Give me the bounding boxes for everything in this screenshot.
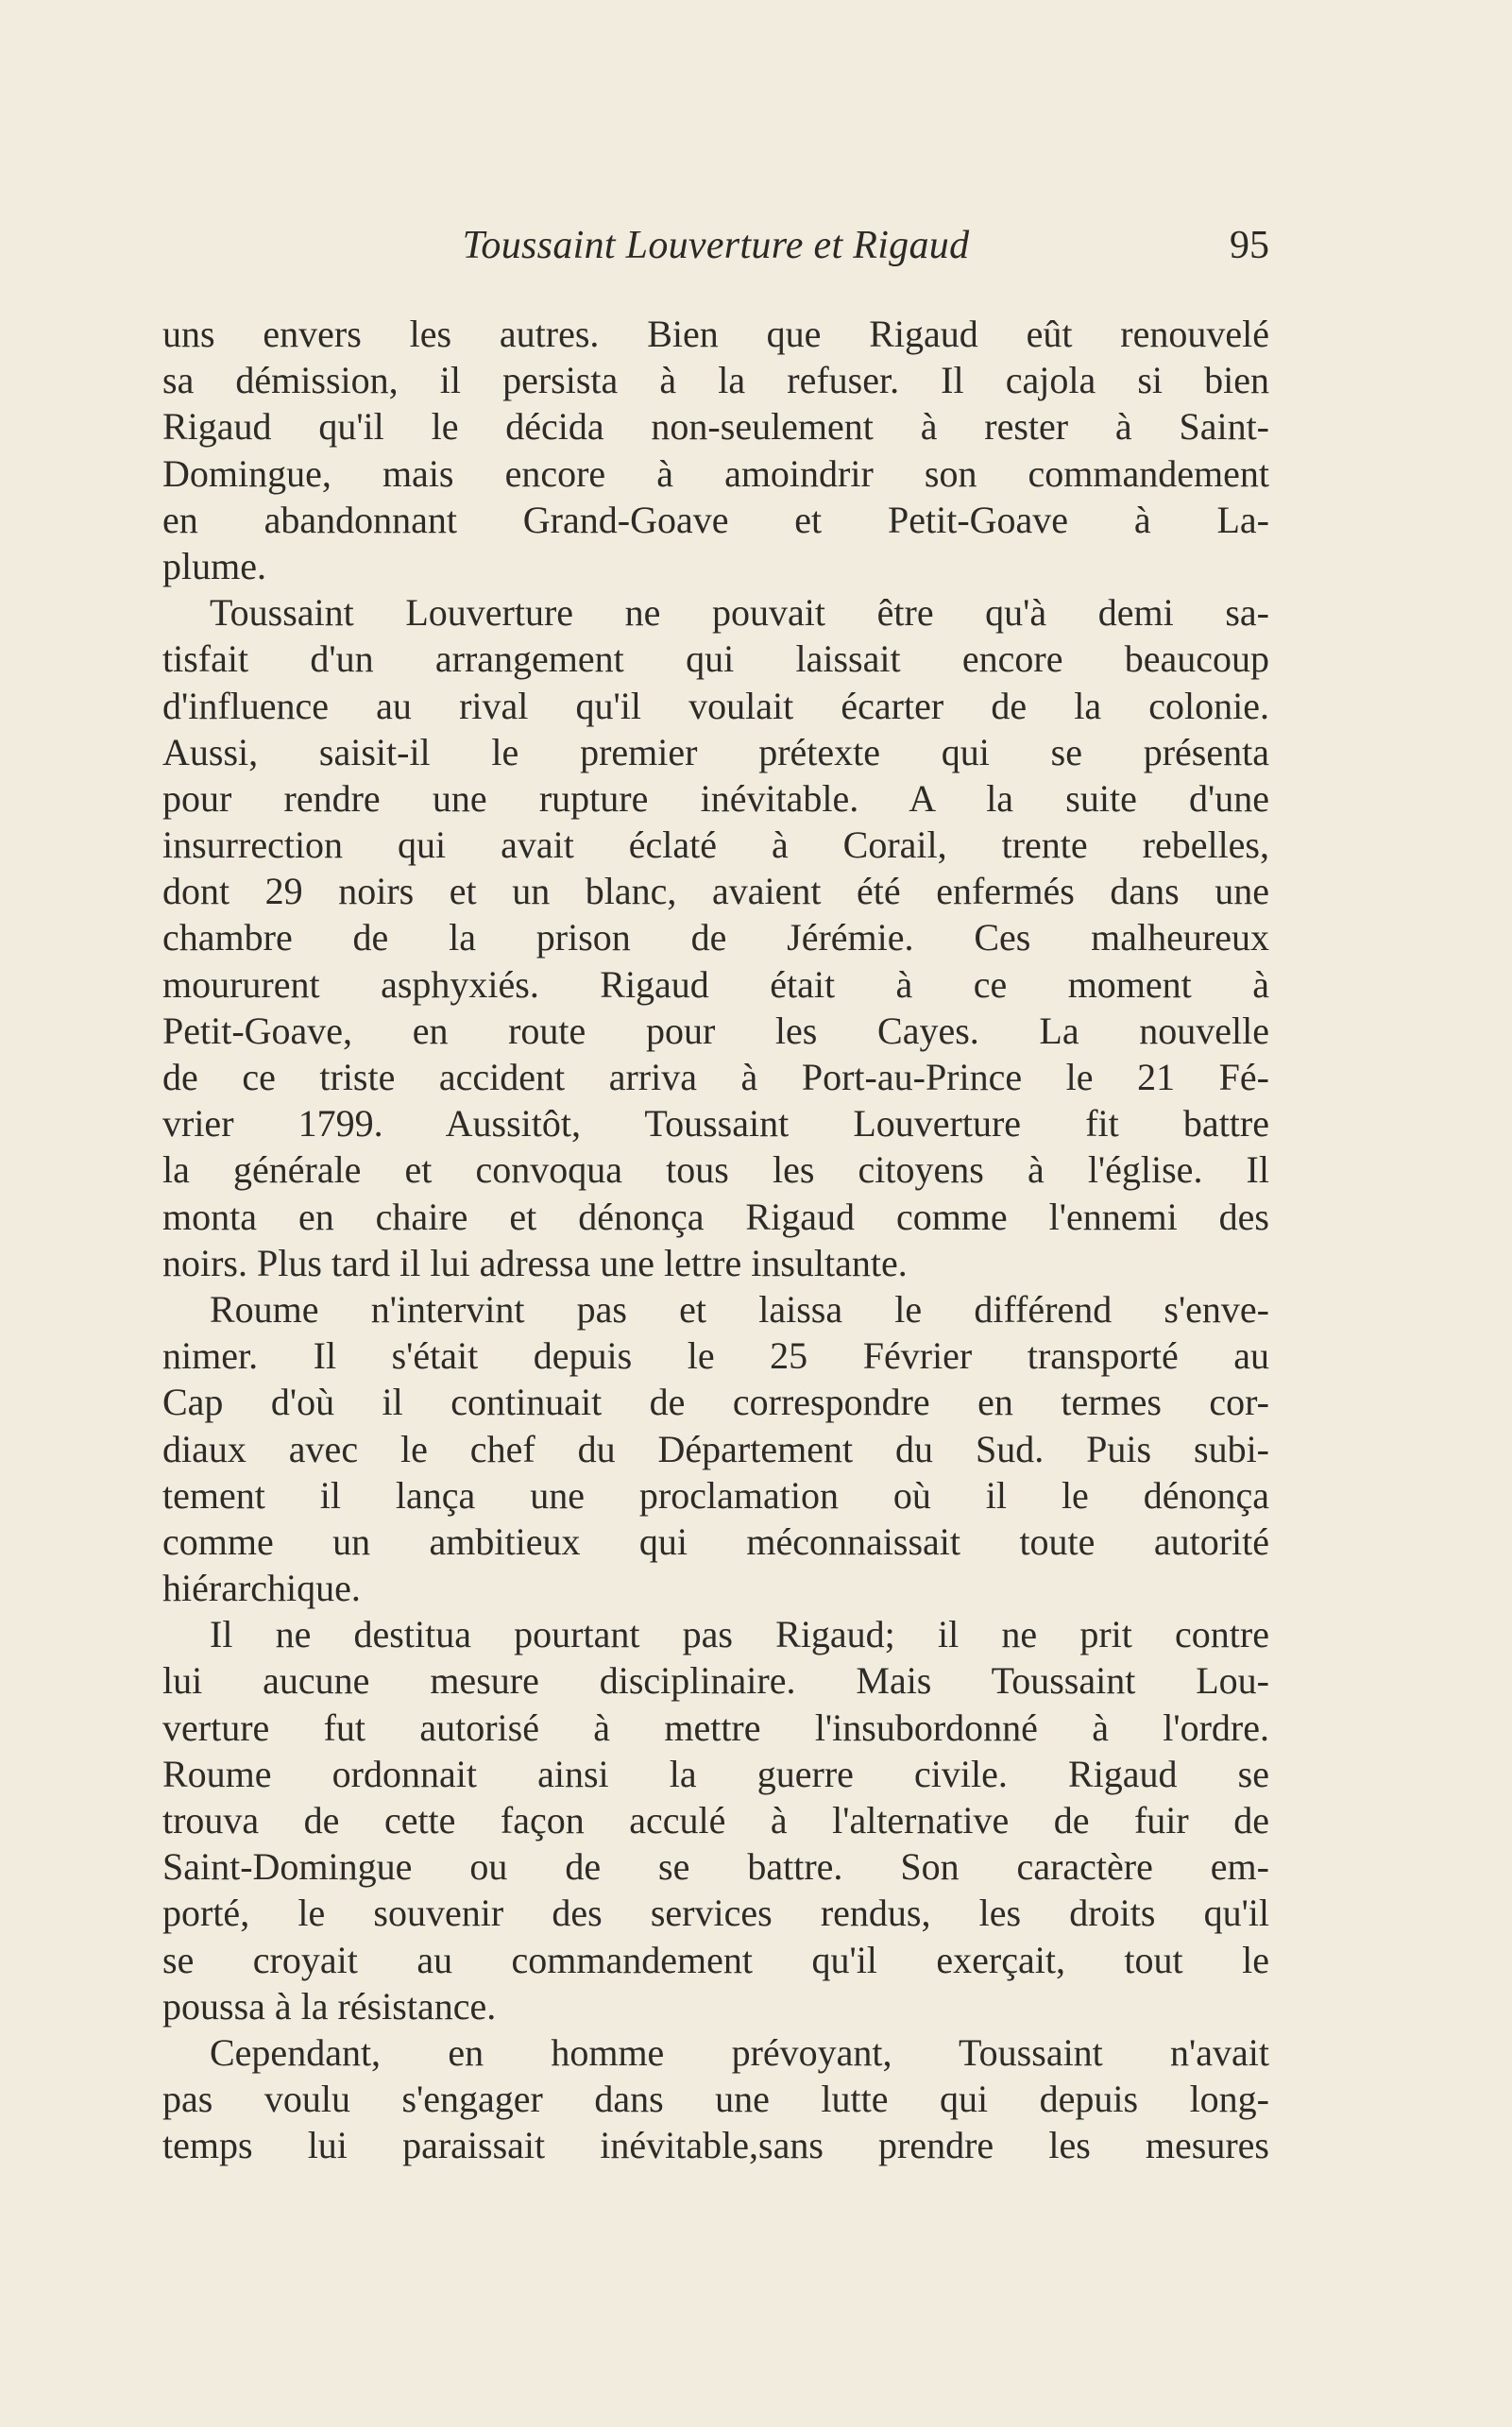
text-line: Saint-Domingue ou de se battre. Son caractère em- [162,1845,1269,1889]
text-line: se croyait au commandement qu'il exerçait, tout le [162,1938,1269,1981]
text-line: lui aucune mesure disciplinaire. Mais Toussaint Lou- [162,1659,1269,1703]
text-line: dont 29 noirs et un blanc, avaient été enfermés dans une [162,870,1269,913]
text-line: trouva de cette façon acculé à l'alternative de fuir de [162,1799,1269,1841]
text-line: vrier 1799. Aussitôt, Toussaint Louverture fit battre [162,1102,1269,1146]
text-line: uns envers les autres. Bien que Rigaud eût renouvelé [162,313,1269,355]
paragraph [162,311,1269,589]
text-line: porté, le souvenir des services rendus, les droits qu'il [162,1892,1269,1935]
running-title: Toussaint Louverture et Rigaud [462,224,970,267]
text-line: d'influence au rival qu'il voulait écarter de la colonie. [162,684,1269,727]
text-line: sa démission, il persista à la refuser. Il cajola si bien [162,359,1269,402]
text-line: Toussaint Louverture ne pouvait être qu'à demi sa- [210,591,1269,635]
text-line: poussa à la résistance. [162,1984,497,2028]
text-line: de ce triste accident arriva à Port-au-Prince le 21 Fé- [162,1056,1269,1098]
text-line: Cependant, en homme prévoyant, Toussaint n'avait [210,2030,1269,2074]
text-line: temps lui paraissait inévitable,sans prendre les mesures [162,2124,1269,2167]
body-text [162,311,1269,2169]
text-line: en abandonnant Grand-Goave et Petit-Goave à La- [162,498,1269,541]
text-line: nimer. Il s'était depuis le 25 Février transporté au [162,1334,1269,1378]
text-line: Roume n'intervint pas et laissa le différend s'enve- [210,1287,1269,1331]
text-line: moururent asphyxiés. Rigaud était à ce moment à [162,962,1269,1006]
text-line: Cap d'où il continuait de correspondre en termes cor- [162,1381,1269,1424]
text-line: tisfait d'un arrangement qui laissait encore beaucoup [162,637,1269,681]
running-head [162,223,1269,280]
paragraph [162,1286,1269,1611]
text-line: Aussi, saisit-il le premier prétexte qui se présenta [162,730,1269,773]
page-number: 95 [1230,224,1269,267]
text-line: comme un ambitieux qui méconnaissait toute autorité [162,1519,1269,1563]
text-line: noirs. Plus tard il lui adressa une lettre insultante. [162,1241,908,1284]
paragraph [162,2029,1269,2169]
text-line: chambre de la prison de Jérémie. Ces malheureux [162,916,1269,959]
text-line: plume. [162,544,266,587]
paragraph [162,1611,1269,2029]
text-line: monta en chaire et dénonça Rigaud comme l'ennemi des [162,1195,1269,1238]
text-line: hiérarchique. [162,1567,361,1610]
text-line: diaux avec le chef du Département du Sud. Puis subi- [162,1427,1269,1470]
text-line: pas voulu s'engager dans une lutte qui depuis long- [162,2078,1269,2121]
text-line: Il ne destitua pourtant pas Rigaud; il ne prit contre [210,1613,1269,1656]
text-line: insurrection qui avait éclaté à Corail, trente rebelles, [162,823,1269,867]
text-line: tement il lança une proclamation où il le dénonça [162,1473,1269,1517]
text-line: verture fut autorisé à mettre l'insubordonné à l'ordre. [162,1706,1269,1749]
text-line: Rigaud qu'il le décida non-seulement à rester à Saint- [162,405,1269,449]
text-line: la générale et convoqua tous les citoyens à l'église. Il [162,1148,1269,1192]
paragraph [162,589,1269,1286]
text-line: Roume ordonnait ainsi la guerre civile. Rigaud se [162,1752,1269,1795]
text-line: pour rendre une rupture inévitable. A la suite d'une [162,776,1269,820]
text-line: Petit-Goave, en route pour les Cayes. La nouvelle [162,1009,1269,1052]
text-line: Domingue, mais encore à amoindrir son commandement [162,451,1269,495]
